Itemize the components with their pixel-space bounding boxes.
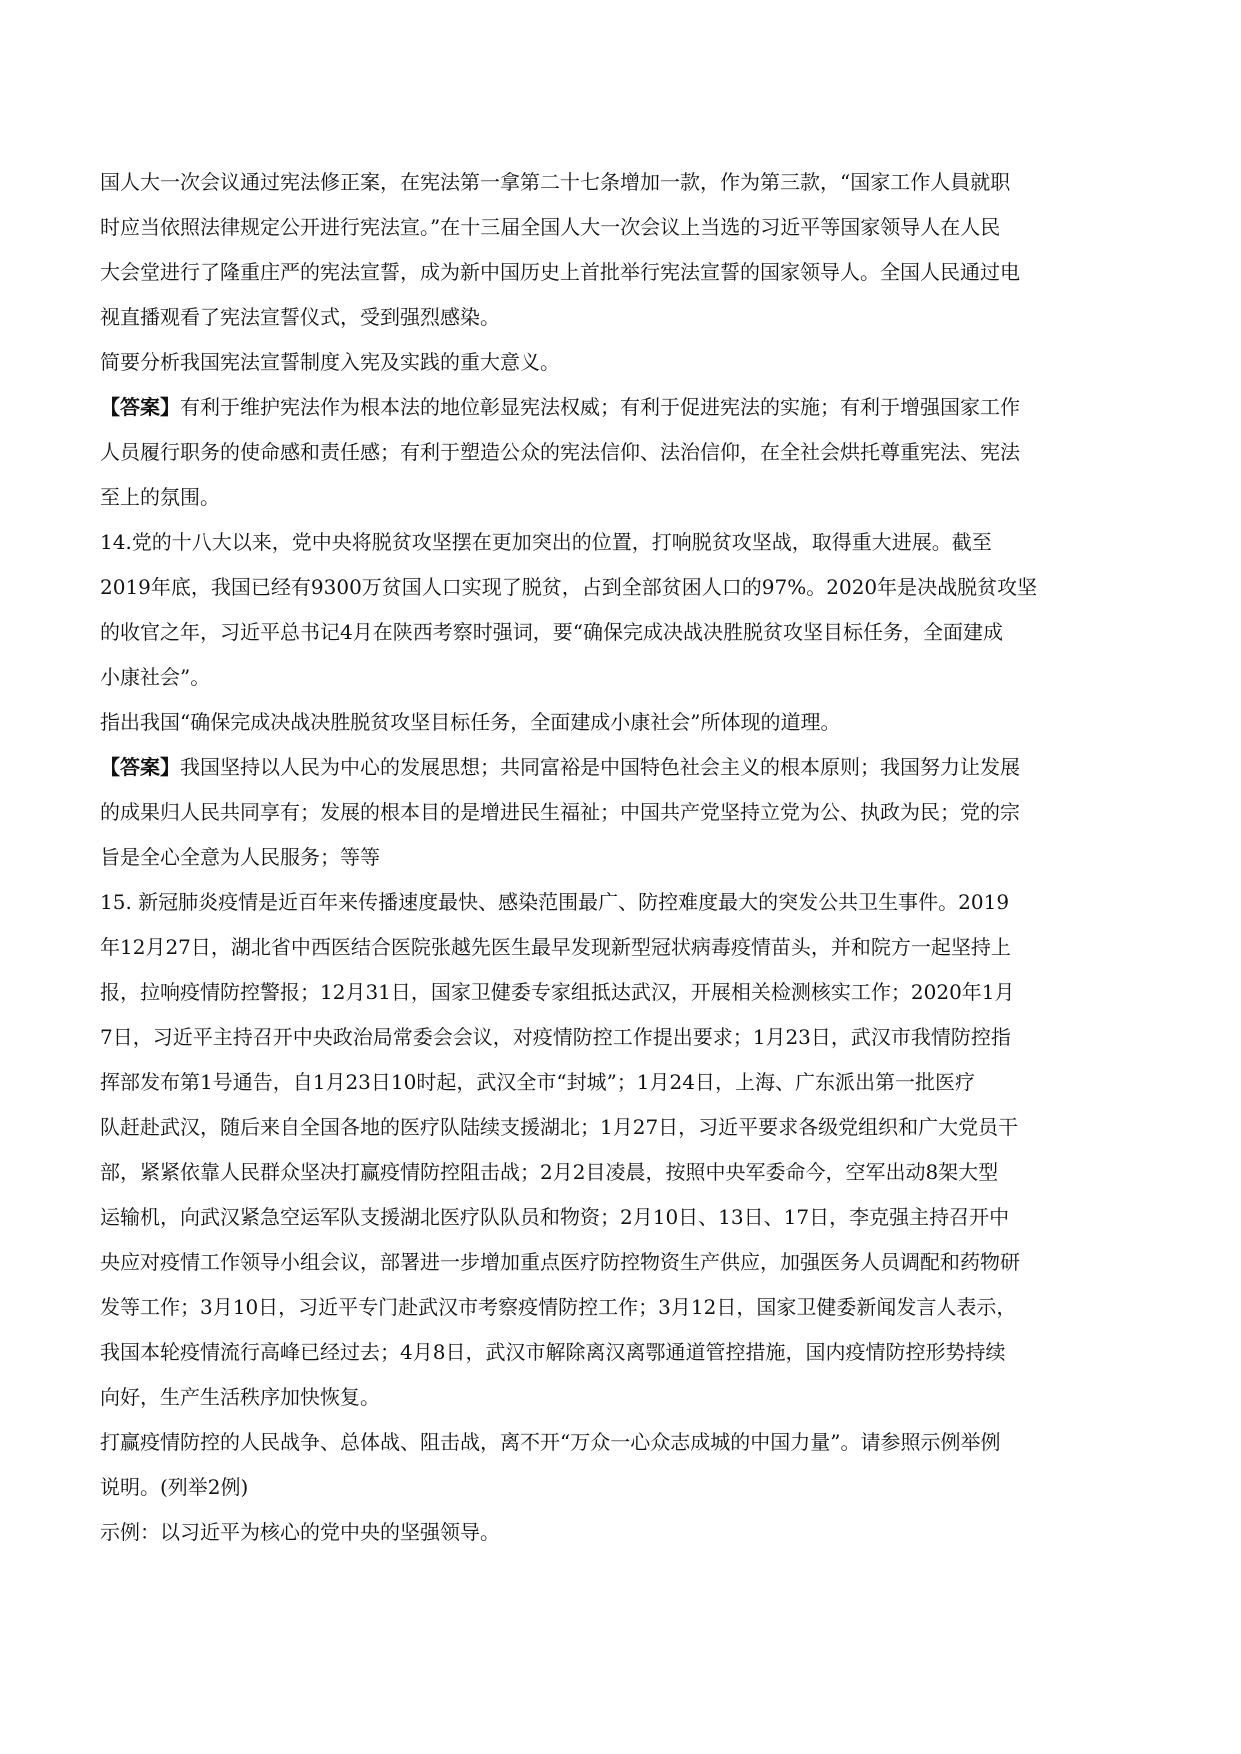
answer-label: 【答案】	[100, 755, 180, 779]
text-line: 时应当依照法律规定公开进行宪法宣。”在十三届全国人大一次会议上当选的习近平等国家领导人在人民	[100, 215, 1001, 239]
answer-text: 我国坚持以人民为中心的发展思想；共同富裕是中国特色社会主义的根本原则；我国努力让发展	[180, 755, 1020, 779]
text-line: 视直播观看了宪法宣誓仪式，受到强烈感染。	[100, 305, 500, 329]
answer-text: 的成果归人民共同享有；发展的根本目的是增进民生福祉；中国共产党坚持立党为公、执政为民；党的宗	[100, 800, 1020, 824]
question-15-line: 7日，习近平主持召开中央政治局常委会会议，对疫情防控工作提出要求；1月23日，武汉市我情防控指	[100, 1025, 1011, 1049]
document-body	[100, 160, 1140, 1555]
question-text: 指出我国“确保完成决战决胜脱贫攻坚目标任务，全面建成小康社会”所体现的道理。	[100, 710, 841, 734]
question-15-line: 运输机，向武汉紧急空运军队支援湖北医疗队队员和物资；2月10日、13日、17日，李克强主持召开中	[100, 1205, 1010, 1229]
text-line: 国人大一次会议通过宪法修正案，在宪法第一拿第二十七条增加一款，作为第三款，“国家工作人員就职	[100, 170, 1011, 194]
question-15-line: 央应对疫情工作领导小组会议，部署进一步增加重点医疗防控物资生产供应，加强医务人员调配和药物研	[100, 1250, 1020, 1274]
text-line: 大会堂进行了隆重庄严的宪法宣誓，成为新中国历史上首批举行宪法宣誓的国家领导人。全国人民通过电	[100, 260, 1020, 284]
question-15-line: 报，拉响疫情防控警报；12月31日，国家卫健委专家组抵达武汉，开展相关检测核实工作；2020年1月	[100, 980, 1015, 1004]
question-15-line: 年12月27日，湖北省中西医结合医院张越先医生最早发现新型冠状病毒疫情苗头，并和院方一起坚持上	[100, 935, 1011, 959]
answer-text: 旨是全心全意为人民服务；等等	[100, 845, 380, 869]
question-15-line: 15. 新冠肺炎疫情是近百年来传播速度最快、感染范围最广、防控难度最大的突发公共卫生事件。2019	[100, 890, 1010, 914]
question-15-line: 挥部发布第1号通告，自1月23日10时起，武汉全市“封城”；1月24日，上海、广东派出第一批医疗	[100, 1070, 975, 1094]
answer-text: 有利于维护宪法作为根本法的地位彰显宪法权威；有利于促进宪法的实施；有利于增强国家工作	[180, 395, 1020, 419]
question-text: 简要分析我国宪法宣誓制度入宪及实践的重大意义。	[100, 350, 560, 374]
question-text: 说明。(列举2例)	[100, 1475, 249, 1499]
example-text: 示例：以习近平为核心的党中央的坚强领导。	[100, 1520, 500, 1544]
question-15-line: 我国本轮疫情流行高峰已经过去；4月8日，武汉市解除离汉离鄂通道管控措施，国内疫情防控形势持续	[100, 1340, 1006, 1364]
answer-line	[100, 385, 1140, 430]
question-15-line: 向好，生产生活秩序加快恢复。	[100, 1385, 380, 1409]
question-14-line: 2019年底，我国已经有9300万贫国人口实现了脱贫，占到全部贫困人口的97%。2020年是决战脱贫攻坚	[100, 575, 1038, 599]
question-text: 打赢疫情防控的人民战争、总体战、阻击战，离不开“万众一心众志成城的中国力量”。请参照示例举例	[100, 1430, 1001, 1454]
question-15-line: 发等工作；3月10日，习近平专门赴武汉市考察疫情防控工作；3月12日，国家卫健委新闻发言人表示，	[100, 1295, 1017, 1319]
question-14-line: 14.党的十八大以来，党中央将脱贫攻坚摆在更加突出的位置，打响脱贫攻坚战，取得重大进展。截至	[100, 530, 992, 554]
question-14-line: 的收官之年，习近平总书记4月在陕西考察时强词，要“确保完成决战决胜脱贫攻坚目标任务，全面建成	[100, 620, 1003, 644]
answer-line	[100, 745, 1140, 790]
question-14-line: 小康社会”。	[100, 665, 211, 689]
answer-text: 人员履行职务的使命感和责任感；有利于塑造公众的宪法信仰、法治信仰，在全社会烘托尊重宪法、宪法	[100, 440, 1020, 464]
answer-label: 【答案】	[100, 395, 180, 419]
answer-text: 至上的氛围。	[100, 485, 220, 509]
question-15-line: 部，紧紧依靠人民群众坚决打赢疫情防控阻击战；2月2目凌晨，按照中央军委命今，空军出动8架大型	[100, 1160, 999, 1184]
question-15-line: 队赶赴武汉，随后来自全国各地的医疗队陆续支援湖北；1月27日，习近平要求各级党组织和广大党员干	[100, 1115, 1019, 1139]
